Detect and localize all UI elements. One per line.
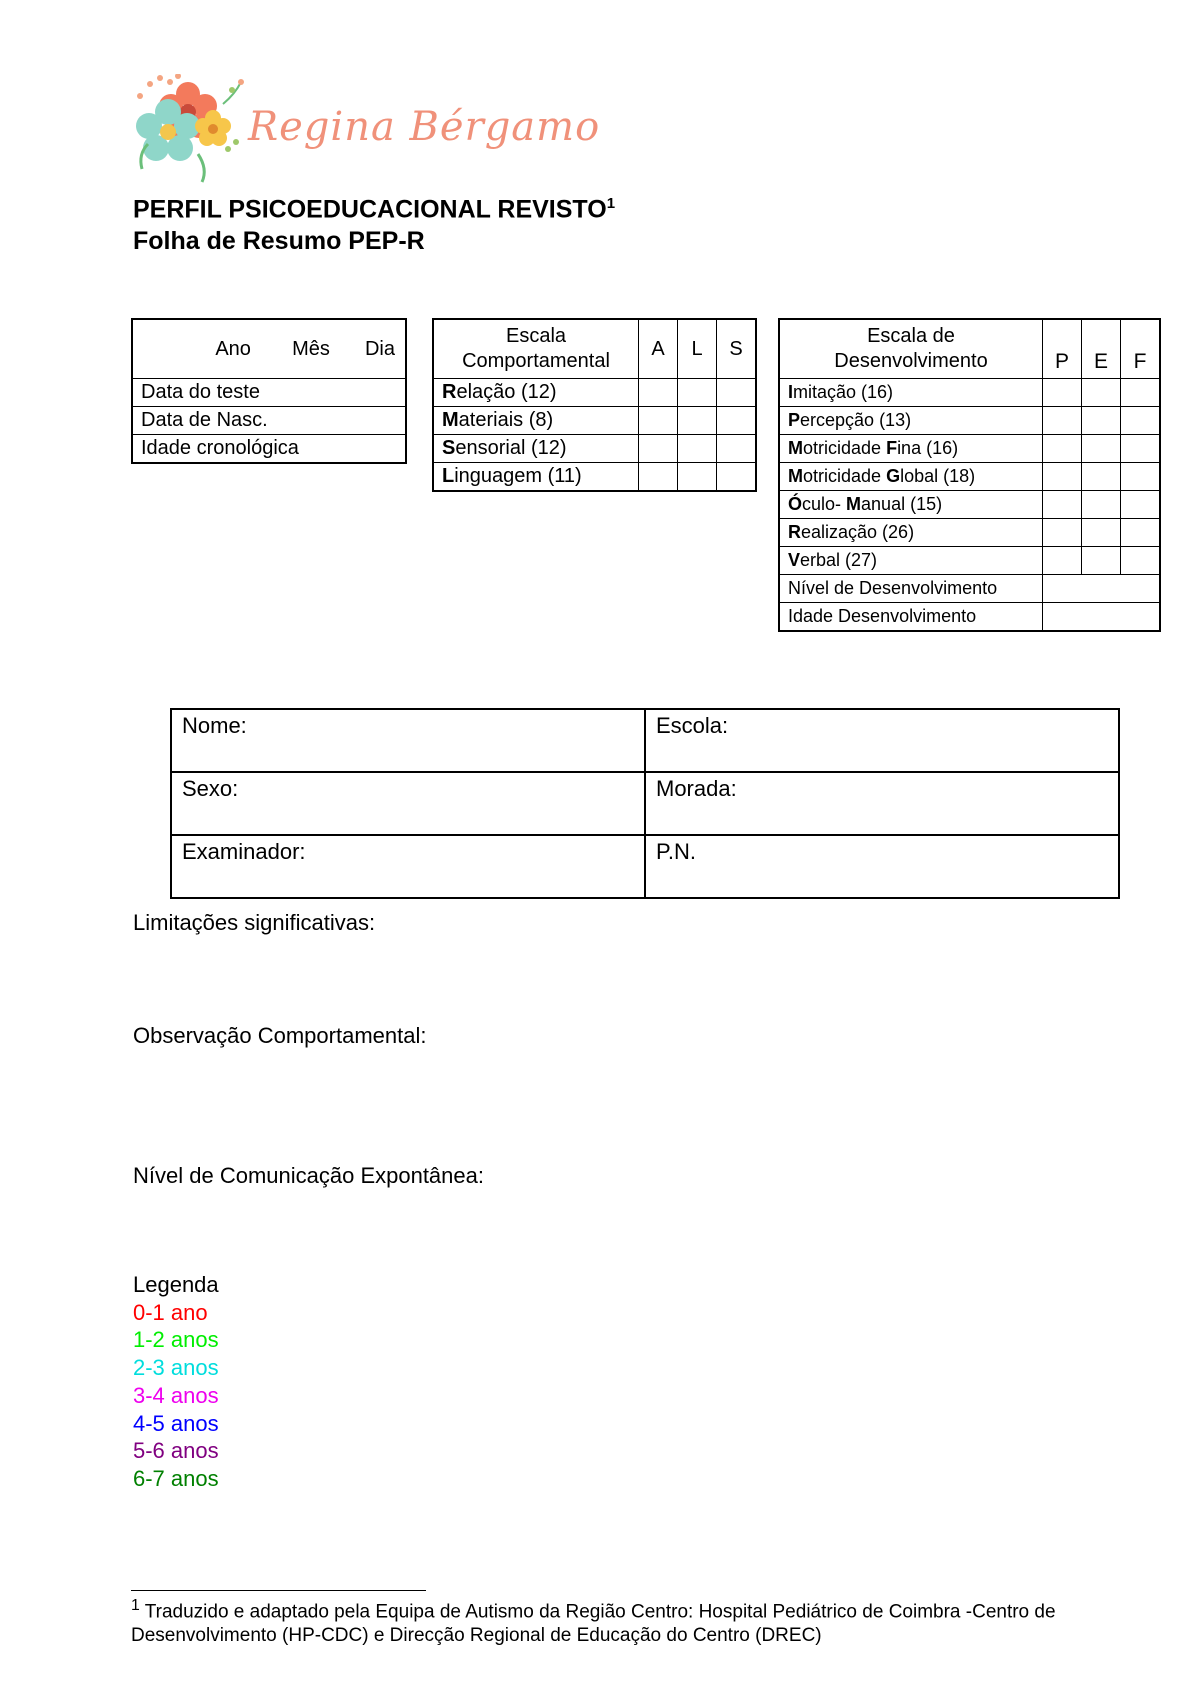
- table-row: Sensorial (12): [433, 435, 756, 463]
- legend-item-0: 0-1 ano: [133, 1300, 208, 1325]
- page-title: [133, 188, 615, 257]
- legend-item-4: 4-5 anos: [133, 1411, 219, 1436]
- table-row: Motricidade Global (18): [779, 463, 1160, 491]
- footnote: [131, 1594, 1131, 1648]
- pn-field[interactable]: P.N.: [645, 835, 1119, 898]
- legend-item-6: 6-7 anos: [133, 1466, 219, 1491]
- footnote-ref: 1: [606, 195, 616, 212]
- logo-text: Regina Bérgamo: [248, 104, 601, 150]
- development-header: [779, 319, 1043, 379]
- table-row: Linguagem (11): [433, 463, 756, 492]
- table-row: Percepção (13): [779, 407, 1160, 435]
- row-birth-date: Data de Nasc.: [132, 407, 406, 435]
- table-row: Materiais (8): [433, 407, 756, 435]
- table-row: Relação (12): [433, 379, 756, 407]
- date-table: [131, 318, 407, 464]
- date-header-cell: [132, 319, 406, 379]
- col-A: A: [639, 319, 678, 379]
- footnote-mark: 1: [131, 1597, 140, 1614]
- sex-field[interactable]: Sexo:: [171, 772, 645, 835]
- footnote-text: Traduzido e adaptado pela Equipa de Autismo da Região Centro: Hospital Pediátrico de Coimbra -Centro de Desenvolvimento (HP-CDC) e Direcção Regional de Educação do Centro (DREC): [131, 1601, 1056, 1647]
- table-row: Realização (26): [779, 519, 1160, 547]
- table-row: [779, 603, 1160, 632]
- legend-item-3: 3-4 anos: [133, 1383, 219, 1408]
- row-chronological-age: Idade cronológica: [132, 435, 406, 464]
- col-E: E: [1082, 319, 1121, 379]
- legend-item-2: 2-3 anos: [133, 1355, 219, 1380]
- school-field[interactable]: Escola:: [645, 709, 1119, 772]
- behavior-header: [433, 319, 639, 379]
- col-P: P: [1043, 319, 1082, 379]
- title-line-2: Folha de Resumo PEP-R: [133, 227, 425, 256]
- table-row: Imitação (16): [779, 379, 1160, 407]
- col-F: F: [1121, 319, 1161, 379]
- behavior-scale-table: [432, 318, 757, 492]
- header-month: Mês: [292, 337, 330, 360]
- legend-title: Legenda: [133, 1272, 219, 1297]
- info-table: [170, 708, 1120, 899]
- development-age-label: Idade Desenvolvimento: [779, 603, 1043, 632]
- header-year: Ano: [215, 337, 251, 360]
- examiner-field[interactable]: Examinador:: [171, 835, 645, 898]
- development-scale-table: [778, 318, 1161, 632]
- name-field[interactable]: Nome:: [171, 709, 645, 772]
- table-row: Óculo- Manual (15): [779, 491, 1160, 519]
- address-field[interactable]: Morada:: [645, 772, 1119, 835]
- table-row: Motricidade Fina (16): [779, 435, 1160, 463]
- table-row: [779, 575, 1160, 603]
- col-S: S: [717, 319, 757, 379]
- footnote-divider: [131, 1590, 426, 1591]
- communication-label: Nível de Comunicação Expontânea:: [133, 1163, 484, 1188]
- title-line-1: PERFIL PSICOEDUCACIONAL REVISTO: [133, 195, 607, 224]
- table-row: Verbal (27): [779, 547, 1160, 575]
- development-level-label: Nível de Desenvolvimento: [779, 575, 1043, 603]
- header-day: Dia: [364, 337, 395, 360]
- development-header-line2: Desenvolvimento: [834, 350, 988, 372]
- observation-label: Observação Comportamental:: [133, 1023, 427, 1048]
- row-test-date: Data do teste: [132, 379, 406, 407]
- col-L: L: [678, 319, 717, 379]
- development-header-line1: Escala de: [867, 325, 955, 347]
- legend-item-5: 5-6 anos: [133, 1438, 219, 1463]
- behavior-header-line1: Escala: [505, 325, 567, 347]
- legend-item-1: 1-2 anos: [133, 1327, 219, 1352]
- limitations-label: Limitações significativas:: [133, 910, 376, 935]
- behavior-header-line2: Comportamental: [462, 350, 610, 372]
